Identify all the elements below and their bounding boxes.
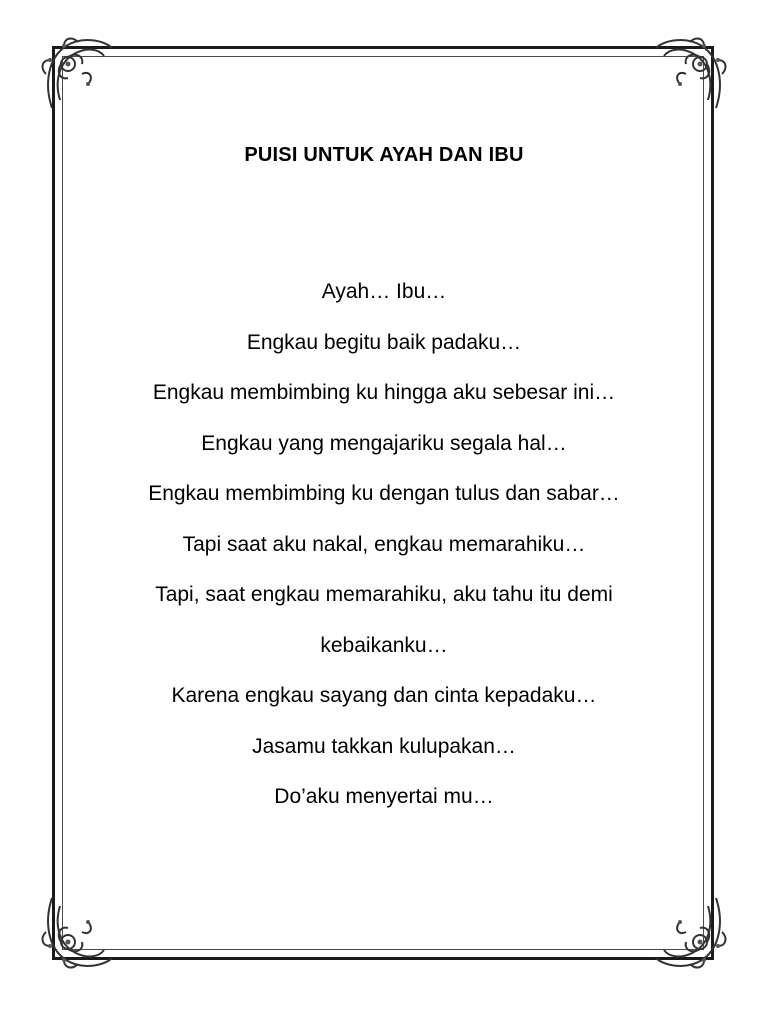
corner-ornament-top-left	[38, 34, 116, 112]
poem-line: Engkau yang mengajariku segala hal…	[201, 431, 567, 455]
corner-ornament-bottom-right	[652, 894, 730, 972]
poem-line: kebaikanku…	[320, 633, 448, 657]
poem-title: PUISI UNTUK AYAH DAN IBU	[244, 144, 524, 166]
poem-line: Engkau membimbing ku dengan tulus dan sabar…	[148, 482, 620, 505]
poem-line: Engkau begitu baik padaku…	[246, 330, 522, 354]
corner-ornament-bottom-left	[38, 894, 116, 972]
poem-line: Engkau membimbing ku hingga aku sebesar ini…	[152, 381, 616, 404]
poem-line: Ayah… Ibu…	[321, 280, 447, 303]
corner-ornament-top-right	[652, 34, 730, 112]
poem-line: Karena engkau sayang dan cinta kepadaku…	[171, 684, 597, 707]
poem-line: Tapi saat aku nakal, engkau memarahiku…	[182, 532, 586, 556]
poem-body	[80, 272, 688, 828]
poem-line: Do’aku menyertai mu…	[274, 785, 494, 808]
poem-line: Tapi, saat engkau memarahiku, aku tahu itu demi	[155, 583, 613, 606]
poem-line: Jasamu takkan kulupakan…	[252, 734, 516, 758]
